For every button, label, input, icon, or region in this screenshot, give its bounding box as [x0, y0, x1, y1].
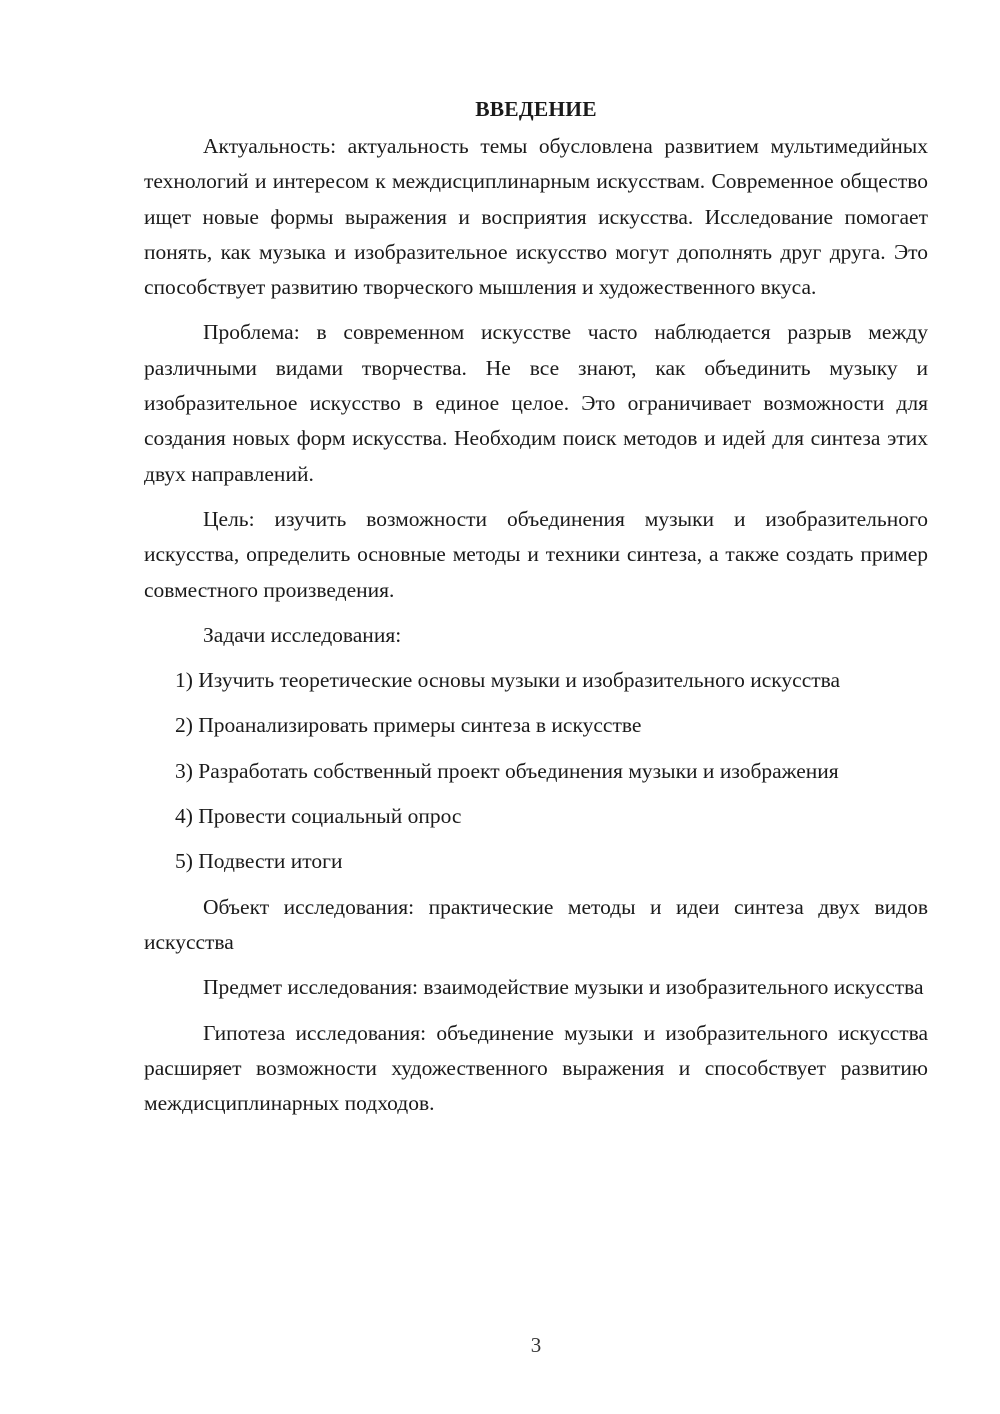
paragraph-object: Объект исследования: практические методы и идеи синтеза двух видов искусства: [144, 894, 928, 954]
document-page: [144, 92, 928, 1131]
paragraph-subject: Предмет исследования: взаимодействие музыки и изобразительного искусства: [203, 975, 924, 1000]
task-item-1: 1) Изучить теоретические основы музыки и изобразительного искусства: [175, 668, 841, 693]
paragraph-hypothesis: Гипотеза исследования: объединение музыки и изобразительного искусства расширяет возможности художественного выражения и способствует развитию междисциплинарных подходов.: [144, 1020, 928, 1116]
task-item-5: 5) Подвести итоги: [175, 849, 343, 874]
task-item-2: 2) Проанализировать примеры синтеза в искусстве: [175, 713, 642, 738]
section-title: ВВЕДЕНИЕ: [475, 97, 597, 121]
paragraph-problem: Проблема: в современном искусстве часто наблюдается разрыв между различными видами творчества. Не все знают, как объединить музыку и изобразительное искусство в единое целое. Это ограничивает возможности для создания новых форм искусства. Необходим поиск методов и идей для синтеза этих двух направлений.: [144, 320, 928, 486]
paragraph-tasks-heading: Задачи исследования:: [203, 622, 402, 647]
task-item-4: 4) Провести социальный опрос: [175, 804, 462, 829]
paragraph-relevance: Актуальность: актуальность темы обусловлена развитием мультимедийных технологий и интересом к междисциплинарным искусствам. Современное общество ищет новые формы выражения и восприятия искусства. Исследование помогает понять, как музыка и изобразительное искусство могут дополнять друг друга. Это способствует развитию творческого мышления и художественного вкуса.: [144, 134, 928, 300]
page-number: 3: [530, 1333, 542, 1357]
paragraph-goal: Цель: изучить возможности объединения музыки и изобразительного искусства, определить основные методы и техники синтеза, а также создать пример совместного произведения.: [144, 506, 928, 602]
task-item-3: 3) Разработать собственный проект объединения музыки и изображения: [175, 758, 839, 783]
